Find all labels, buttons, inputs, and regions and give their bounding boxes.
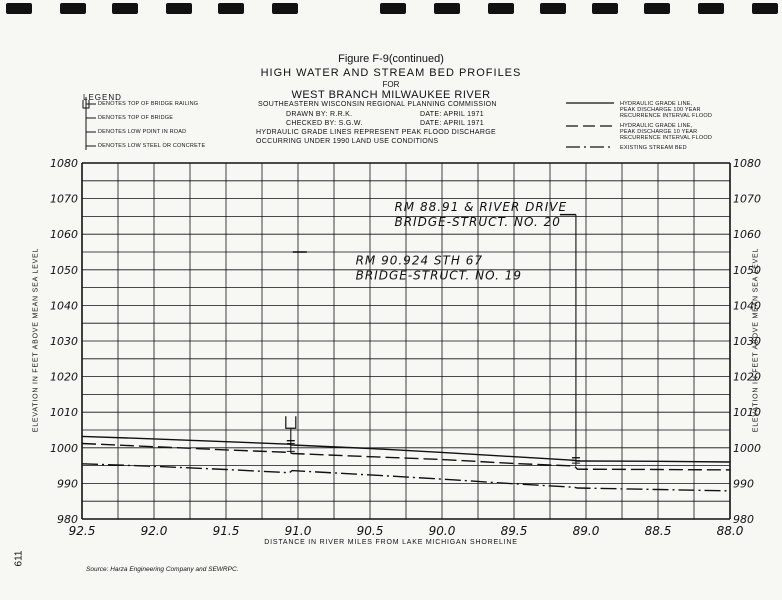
x-tick-label: 88.5 bbox=[644, 524, 672, 538]
legend-10yr-line3: RECURRENCE INTERVAL FLOOD bbox=[620, 135, 712, 141]
x-tick-label: 88.0 bbox=[716, 524, 744, 538]
y-tick-label-right: 1020 bbox=[733, 370, 761, 384]
y-tick-label-right: 990 bbox=[733, 477, 754, 491]
y-tick-label-left: 1010 bbox=[50, 406, 78, 420]
y-tick-label-right: 1070 bbox=[733, 192, 761, 206]
checked-by: CHECKED BY: S.G.W. bbox=[286, 120, 363, 127]
x-tick-label: 92.0 bbox=[140, 524, 168, 538]
legend-100yr-line2: PEAK DISCHARGE 100 YEAR bbox=[620, 107, 701, 113]
page-number: 611 bbox=[13, 550, 25, 567]
x-tick-label: 90.0 bbox=[428, 524, 456, 538]
note-line-2: OCCURRING UNDER 1990 LAND USE CONDITIONS bbox=[256, 138, 439, 145]
y-tick-label-right: 1050 bbox=[733, 263, 761, 277]
y-tick-label-right: 980 bbox=[733, 513, 754, 526]
drawn-by: DRAWN BY: R.R.K. bbox=[286, 111, 353, 118]
checked-date: DATE: APRIL 1971 bbox=[420, 120, 484, 127]
y-tick-label-left: 1080 bbox=[50, 157, 78, 170]
structure-label-line1: RM 90.924 STH 67 bbox=[355, 253, 483, 268]
figure-number: Figure F-9(continued) bbox=[338, 53, 444, 65]
y-tick-label-right: 1040 bbox=[733, 299, 761, 313]
legend-railing-label: DENOTES TOP OF BRIDGE RAILING bbox=[98, 101, 199, 107]
legend-heading: LEGEND bbox=[83, 93, 122, 102]
y-axis-label-right: ELEVATION IN FEET ABOVE MEAN SEA LEVEL bbox=[752, 247, 760, 433]
chart-title: HIGH WATER AND STREAM BED PROFILES bbox=[260, 67, 522, 79]
y-tick-label-left: 980 bbox=[57, 513, 78, 526]
legend-100yr-line3: RECURRENCE INTERVAL FLOOD bbox=[620, 113, 712, 119]
agency-name: SOUTHEASTERN WISCONSIN REGIONAL PLANNING COMMISSION bbox=[258, 101, 497, 108]
y-tick-label-left: 990 bbox=[57, 477, 78, 491]
legend-streambed-label: EXISTING STREAM BED bbox=[620, 145, 687, 151]
y-tick-label-right: 1080 bbox=[733, 157, 761, 170]
legend-low-steel-label: DENOTES LOW STEEL OR CONCRETE bbox=[98, 143, 206, 149]
y-tick-label-right: 1010 bbox=[733, 406, 761, 420]
structure-label-line1: RM 88.91 & RIVER DRIVE bbox=[394, 200, 568, 215]
note-line-1: HYDRAULIC GRADE LINES REPRESENT PEAK FLOOD DISCHARGE bbox=[256, 129, 496, 136]
y-tick-label-right: 1030 bbox=[733, 335, 761, 348]
source-note: Source: Harza Engineering Company and SEWRPC. bbox=[86, 566, 239, 573]
title-for: FOR bbox=[382, 80, 400, 89]
x-axis-label: DISTANCE IN RIVER MILES FROM LAKE MICHIGAN SHORELINE bbox=[264, 539, 518, 546]
y-tick-label-left: 1020 bbox=[50, 370, 78, 384]
legend-road-low-label: DENOTES LOW POINT IN ROAD bbox=[98, 129, 187, 135]
legend-10yr-line1: HYDRAULIC GRADE LINE, bbox=[620, 123, 693, 129]
x-tick-label: 92.5 bbox=[68, 524, 96, 538]
x-tick-label: 89.5 bbox=[500, 524, 528, 538]
x-tick-label: 91.0 bbox=[284, 524, 312, 538]
structure-label-line2: BRIDGE-STRUCT. NO. 19 bbox=[355, 268, 522, 283]
x-tick-label: 89.0 bbox=[572, 524, 600, 538]
y-tick-label-left: 1030 bbox=[50, 335, 78, 348]
legend-100yr-line1: HYDRAULIC GRADE LINE, bbox=[620, 101, 693, 107]
y-tick-label-left: 1040 bbox=[50, 299, 78, 313]
bridge-railing-mark bbox=[286, 416, 296, 428]
y-tick-label-left: 1070 bbox=[50, 192, 78, 206]
y-tick-label-left: 1060 bbox=[50, 228, 78, 242]
chart-subtitle: WEST BRANCH MILWAUKEE RIVER bbox=[291, 89, 491, 101]
legend-bridge-top-label: DENOTES TOP OF BRIDGE bbox=[98, 115, 174, 121]
y-tick-label-right: 1060 bbox=[733, 228, 761, 242]
y-axis-label-left: ELEVATION IN FEET ABOVE MEAN SEA LEVEL bbox=[32, 247, 40, 433]
legend-10yr-line2: PEAK DISCHARGE 10 YEAR bbox=[620, 129, 698, 135]
y-tick-label-right: 1000 bbox=[733, 441, 761, 455]
y-tick-label-left: 1050 bbox=[50, 263, 78, 277]
y-tick-label-left: 1000 bbox=[50, 441, 78, 455]
drawn-date: DATE: APRIL 1971 bbox=[420, 111, 484, 118]
x-tick-label: 91.5 bbox=[212, 524, 240, 538]
structure-label-line2: BRIDGE-STRUCT. NO. 20 bbox=[394, 215, 561, 230]
x-tick-label: 90.5 bbox=[356, 524, 384, 538]
